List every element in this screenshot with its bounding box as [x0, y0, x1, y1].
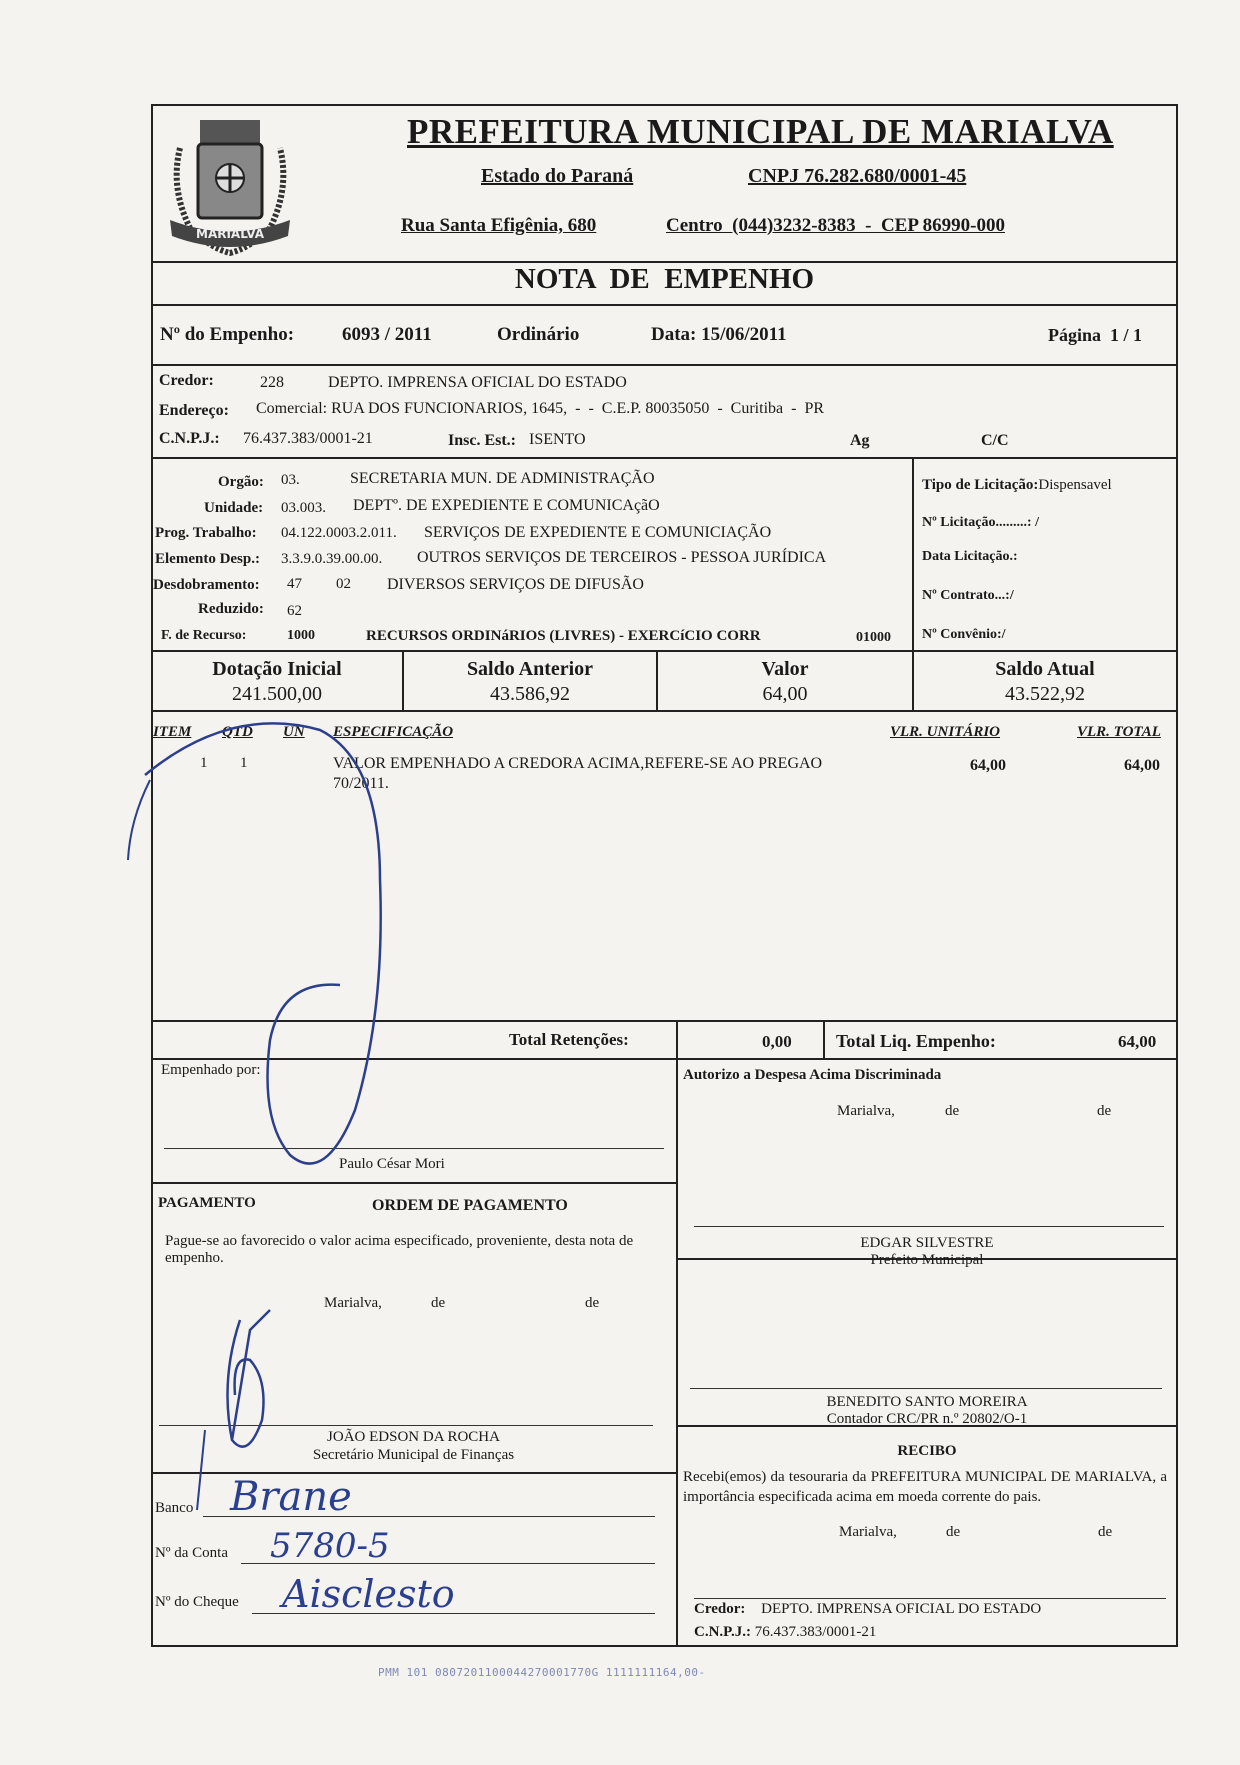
- empenhado-label: Empenhado por:: [161, 1062, 261, 1078]
- payment-label: PAGAMENTO: [158, 1195, 256, 1211]
- receipt-de-1: de: [946, 1524, 961, 1540]
- balance-label-valor: Valor: [761, 658, 809, 680]
- receipt-cnpj-label: C.N.P.J.:: [694, 1624, 751, 1640]
- balance-value-atual: 43.522,92: [1005, 683, 1085, 705]
- contador-title: Contador CRC/PR n.º 20802/O-1: [826, 1411, 1028, 1427]
- ink-stroke-mark: [128, 780, 150, 860]
- items-header-total: VLR. TOTAL: [1077, 724, 1161, 740]
- desdobramento-code1: 47: [287, 576, 302, 592]
- reduzido-label: Reduzido:: [198, 601, 264, 617]
- payment-de-2: de: [585, 1295, 600, 1311]
- balance-label-anterior: Saldo Anterior: [466, 658, 594, 680]
- items-header-qtd: QTD: [222, 724, 253, 740]
- unidade-name: DEPTº. DE EXPEDIENTE E COMUNICAçãO: [353, 497, 660, 514]
- city-hall-title: PREFEITURA MUNICIPAL DE MARIALVA: [407, 112, 1114, 151]
- elemento-name: OUTROS SERVIÇOS DE TERCEIROS - PESSOA JURÍDICA: [417, 549, 827, 566]
- agency-label: Ag: [850, 432, 870, 449]
- cheque-number-value: Aisclesto: [282, 1572, 455, 1616]
- city-cnpj: CNPJ 76.282.680/0001-45: [748, 165, 967, 187]
- bank-value: Brane: [230, 1474, 352, 1520]
- autorizo-city: Marialva,: [837, 1103, 895, 1119]
- autorizo-de-2: de: [1097, 1103, 1112, 1119]
- unidade-label: Unidade:: [204, 500, 264, 516]
- balance-value-dotacao: 241.500,00: [232, 683, 322, 705]
- items-header-unit-price: VLR. UNITÁRIO: [890, 724, 1001, 740]
- prefeito-name: EDGAR SILVESTRE: [860, 1235, 994, 1251]
- item-total: 64,00: [1124, 757, 1160, 774]
- city-address: Rua Santa Efigênia, 680: [401, 215, 597, 236]
- creditor-insc: ISENTO: [529, 431, 586, 448]
- secretary-name: JOÃO EDSON DA ROCHA: [327, 1429, 500, 1445]
- balance-value-anterior: 43.586,92: [490, 683, 570, 705]
- orgao-name: SECRETARIA MUN. DE ADMINISTRAÇÃO: [350, 470, 655, 487]
- receipt-title: RECIBO: [897, 1443, 957, 1459]
- empenho-number: 6093 / 2011: [342, 324, 432, 345]
- contador-name: BENEDITO SANTO MOREIRA: [826, 1394, 1028, 1410]
- empenho-date: Data: 15/06/2011: [651, 324, 787, 345]
- recurso-name: RECURSOS ORDINáRIOS (LIVRES) - EXERCíCIO CORR: [366, 628, 761, 644]
- city-contact: Centro (044)3232-8383 - CEP 86990-000: [666, 215, 1005, 236]
- liq-empenho-label: Total Liq. Empenho:: [836, 1031, 996, 1051]
- item-unit-price: 64,00: [970, 757, 1006, 774]
- recurso-code: 1000: [287, 628, 315, 643]
- licitacao-number: Nº Licitação.........: /: [922, 515, 1039, 530]
- account-label: C/C: [981, 432, 1009, 449]
- reduzido-value: 62: [287, 603, 302, 619]
- account-number-value: 5780-5: [270, 1526, 390, 1566]
- orgao-label: Orgão:: [218, 474, 264, 490]
- elemento-code: 3.3.9.0.39.00.00.: [281, 551, 383, 567]
- item-quantity: 1: [240, 755, 248, 771]
- receipt-creditor-name: DEPTO. IMPRENSA OFICIAL DO ESTADO: [761, 1601, 1042, 1617]
- item-spec-line2: 70/2011.: [333, 775, 389, 792]
- orgao-code: 03.: [281, 472, 300, 488]
- ink-line-mark: [197, 1430, 205, 1510]
- receipt-text: Recebi(emos) da tesouraria da PREFEITURA MUNICIPAL DE MARIALVA, a importância especificada acima em moeda corrente do pais.: [683, 1469, 1167, 1505]
- desdobramento-code2: 02: [336, 576, 351, 592]
- items-header-spec: ESPECIFICAÇÃO: [333, 724, 454, 740]
- item-spec-line1: VALOR EMPENHADO A CREDORA ACIMA,REFERE-SE AO PREGAO: [333, 755, 823, 772]
- desdobramento-name: DIVERSOS SERVIÇOS DE DIFUSÃO: [387, 576, 644, 593]
- receipt-cnpj-value: 76.437.383/0001-21: [754, 1624, 877, 1640]
- licitacao-date: Data Licitação.:: [922, 549, 1018, 564]
- balance-label-dotacao: Dotação Inicial: [212, 658, 342, 680]
- recurso-code2: 01000: [856, 630, 891, 645]
- secretary-title: Secretário Municipal de Finanças: [312, 1447, 515, 1463]
- page-number: Página 1 / 1: [1048, 325, 1143, 345]
- creditor-label: Credor:: [159, 372, 214, 389]
- items-header-item: ITEM: [153, 724, 192, 740]
- liq-empenho-value: 64,00: [1118, 1032, 1157, 1051]
- document-title: NOTA DE EMPENHO: [514, 263, 815, 295]
- prefeito-title: Prefeito Municipal: [870, 1252, 984, 1268]
- items-header-un: UN: [283, 724, 305, 740]
- receipt-city: Marialva,: [839, 1524, 897, 1540]
- ink-oval-mark: [145, 723, 381, 1163]
- payment-de-1: de: [431, 1295, 446, 1311]
- balance-label-atual: Saldo Atual: [995, 658, 1095, 680]
- empenho-type: Ordinário: [497, 324, 580, 345]
- unidade-code: 03.003.: [281, 500, 326, 516]
- cheque-number-label: Nº do Cheque: [155, 1594, 239, 1610]
- elemento-label: Elemento Desp.:: [155, 551, 260, 567]
- desdobramento-label: Desdobramento:: [153, 577, 260, 593]
- receipt-creditor-label: Credor:: [694, 1601, 746, 1617]
- insc-label: Insc. Est.:: [448, 432, 517, 449]
- svg-text:MARIALVA: MARIALVA: [196, 227, 264, 241]
- payment-text: Pague-se ao favorecido o valor acima especificado, proveniente, desta nota de empenho.: [165, 1233, 634, 1266]
- creditor-cnpj: 76.437.383/0001-21: [243, 430, 373, 447]
- retencoes-label: Total Retenções:: [509, 1030, 629, 1049]
- bank-label: Banco: [155, 1500, 194, 1516]
- empenhado-name: Paulo César Mori: [339, 1156, 445, 1172]
- item-number: 1: [200, 755, 208, 771]
- empenho-number-label: Nº do Empenho:: [160, 324, 295, 345]
- state-name: Estado do Paraná: [481, 165, 634, 187]
- contract-number: Nº Contrato...:/: [922, 588, 1014, 603]
- prog-name: SERVIÇOS DE EXPEDIENTE E COMUNICIAÇÃO: [424, 524, 772, 541]
- payment-order-title: ORDEM DE PAGAMENTO: [372, 1197, 568, 1214]
- prog-label: Prog. Trabalho:: [155, 525, 257, 541]
- cnpj-label: C.N.P.J.:: [159, 430, 220, 447]
- licitacao-type-label: Tipo de Licitação:: [922, 477, 1039, 493]
- account-number-label: Nº da Conta: [155, 1545, 228, 1561]
- receipt-de-2: de: [1098, 1524, 1113, 1540]
- footer-code: PMM 101 0807201100044270001770G 1111111164,00-: [378, 1666, 706, 1679]
- retencoes-value: 0,00: [762, 1032, 792, 1051]
- recurso-label: F. de Recurso:: [161, 628, 247, 643]
- creditor-code: 228: [260, 374, 284, 391]
- address-label: Endereço:: [159, 402, 229, 419]
- prog-code: 04.122.0003.2.011.: [281, 525, 397, 541]
- ink-signature-mark: [228, 1310, 271, 1447]
- licitacao-type-value: Dispensavel: [1038, 477, 1112, 493]
- autorizo-de-1: de: [945, 1103, 960, 1119]
- autorizo-text: Autorizo a Despesa Acima Discriminada: [683, 1067, 942, 1083]
- balance-value-valor: 64,00: [762, 683, 808, 705]
- creditor-name: DEPTO. IMPRENSA OFICIAL DO ESTADO: [328, 374, 627, 391]
- creditor-address: Comercial: RUA DOS FUNCIONARIOS, 1645, - - C.E.P. 80035050 - Curitiba - PR: [256, 400, 825, 417]
- payment-city: Marialva,: [324, 1295, 382, 1311]
- convenio-number: Nº Convênio:/: [922, 627, 1006, 642]
